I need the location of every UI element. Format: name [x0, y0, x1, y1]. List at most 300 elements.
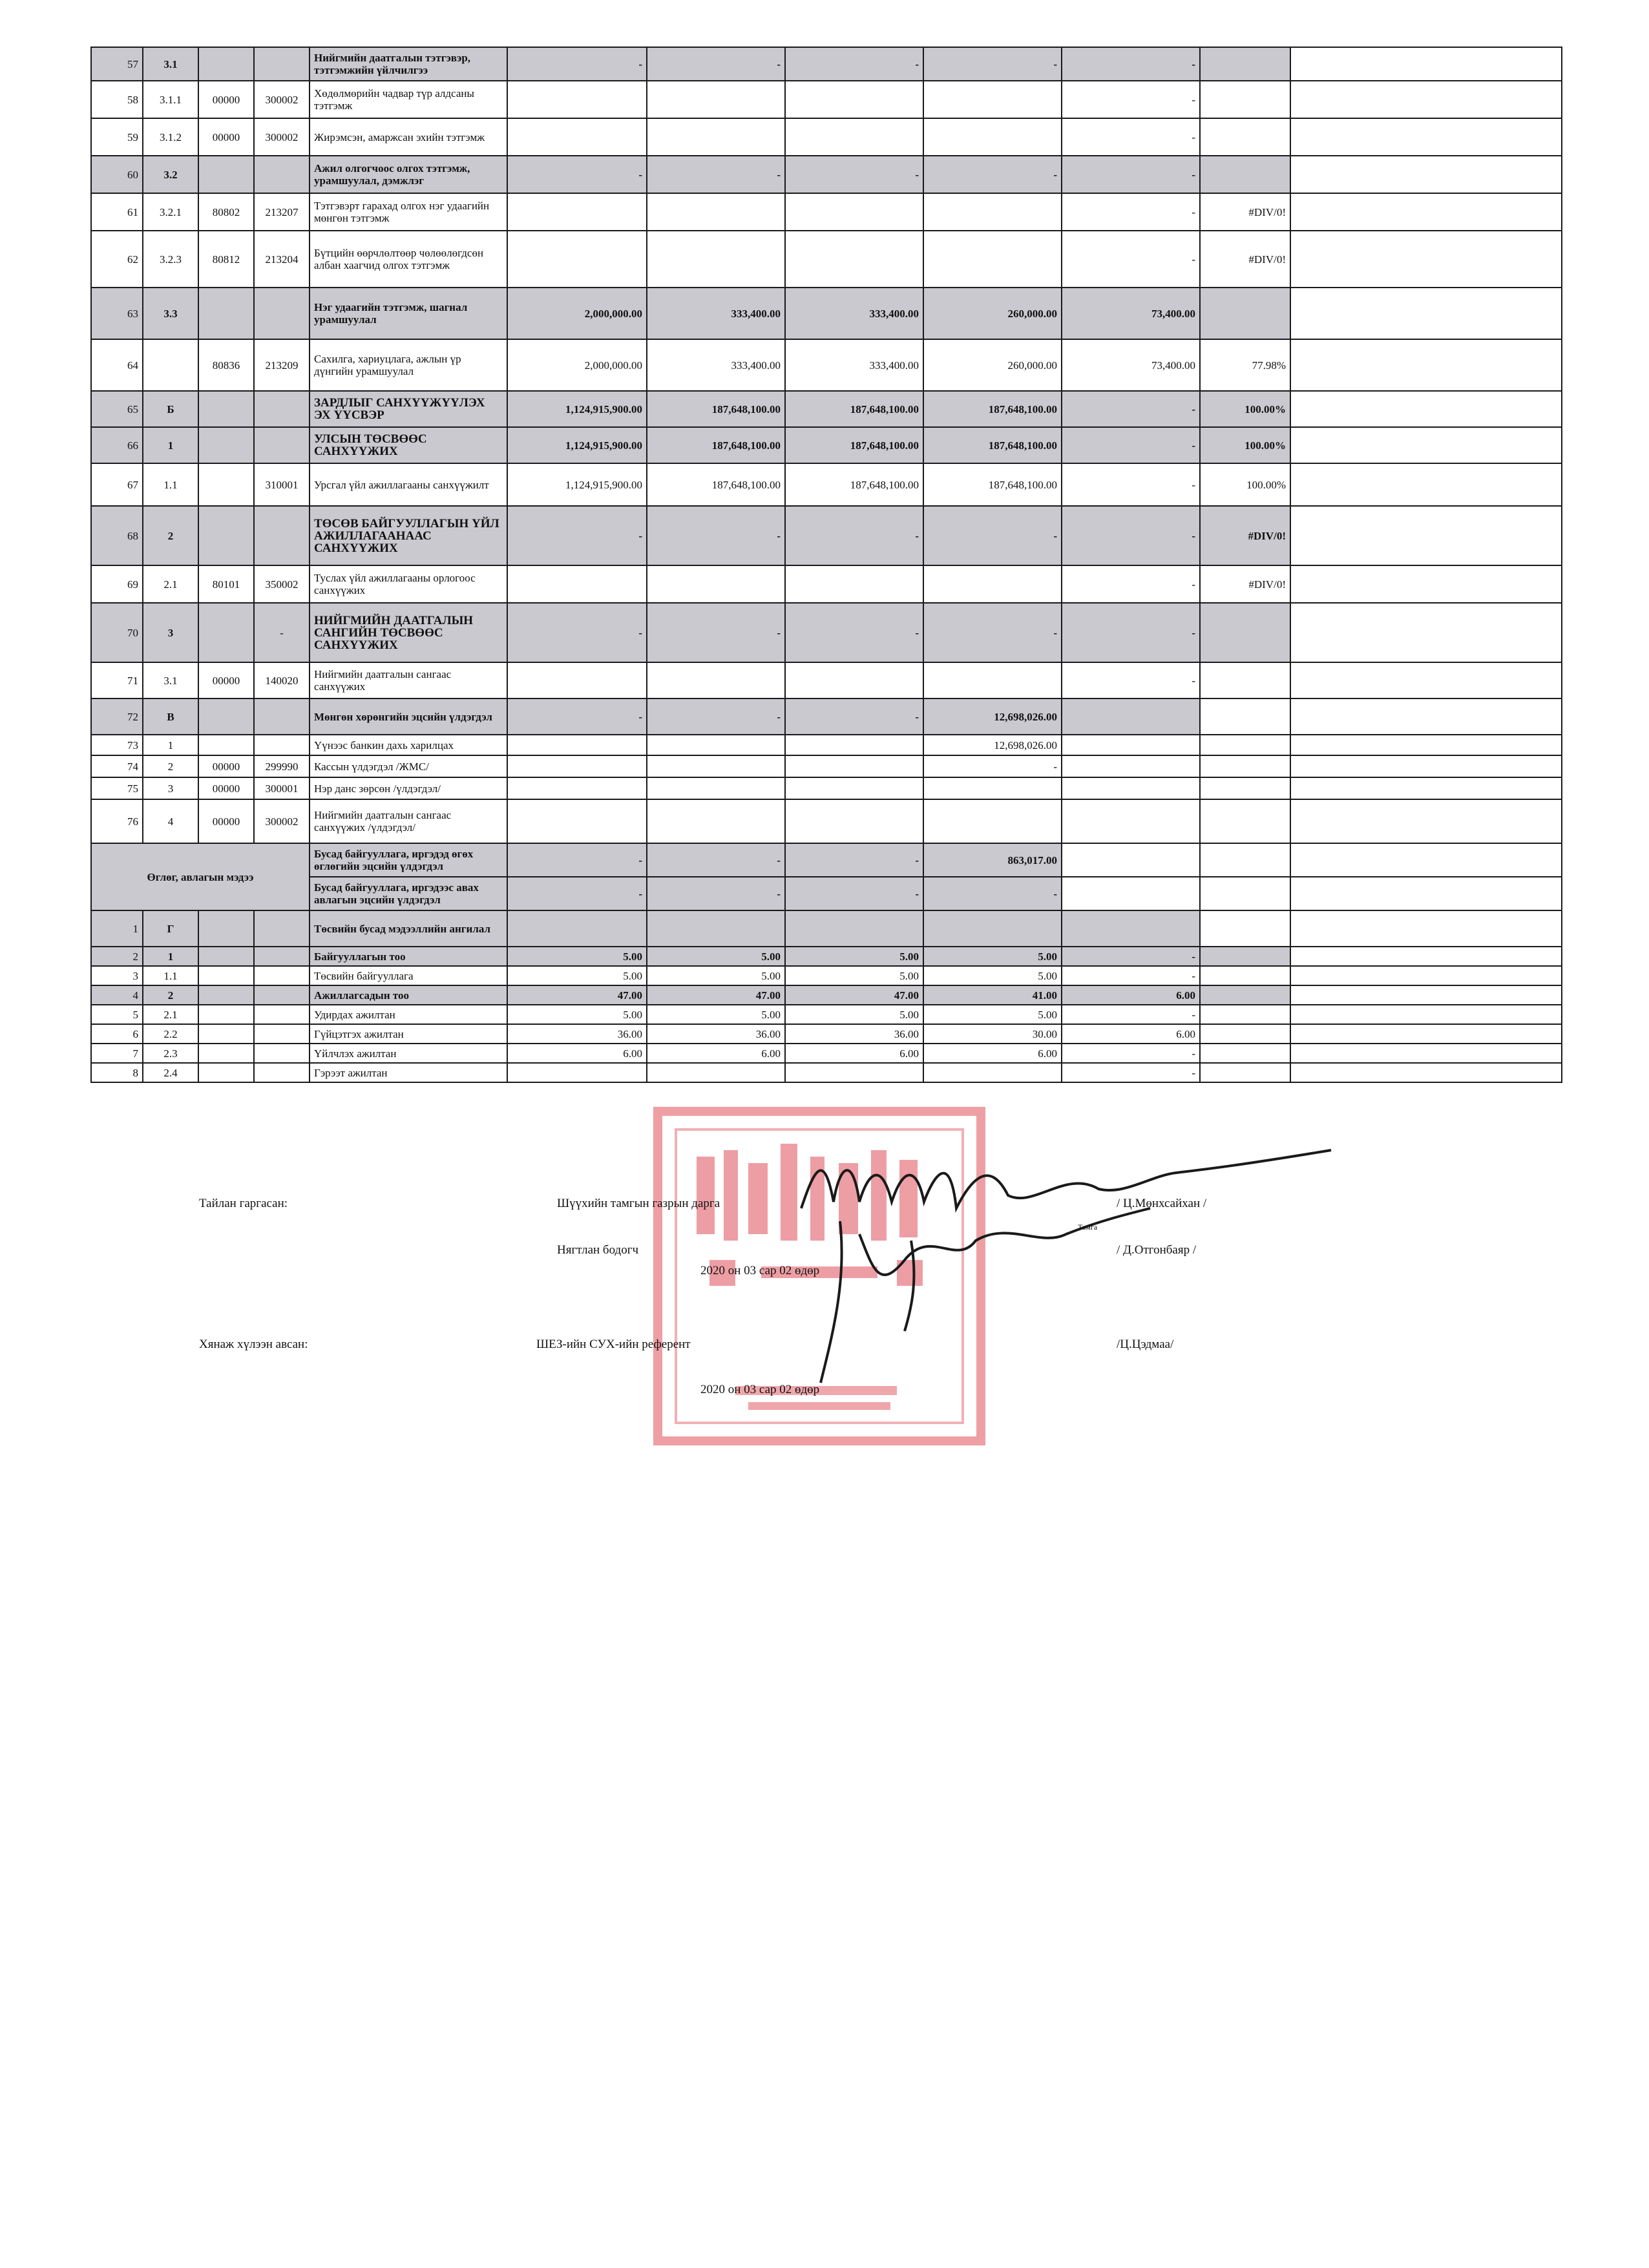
row-number: 63	[91, 288, 143, 339]
value-cell	[647, 662, 785, 698]
row-code: 2	[143, 985, 198, 1005]
value-cell: -	[1062, 1044, 1200, 1063]
percent-cell	[1200, 662, 1290, 698]
value-cell	[923, 565, 1062, 603]
economic-code: 00000	[198, 81, 254, 118]
economic-subcode: -	[254, 603, 310, 662]
percent-cell: 100.00%	[1200, 391, 1290, 427]
value-cell	[785, 662, 923, 698]
value-cell	[785, 910, 923, 947]
value-cell	[785, 799, 923, 843]
economic-code: 00000	[198, 662, 254, 698]
table-row	[91, 662, 1562, 698]
value-cell	[507, 118, 647, 156]
percent-cell	[1200, 777, 1290, 799]
row-number: 6	[91, 1024, 143, 1044]
row-number: 68	[91, 506, 143, 565]
economic-code	[198, 427, 254, 463]
table-row	[91, 193, 1562, 231]
economic-code	[198, 47, 254, 81]
table-row	[91, 118, 1562, 156]
row-number: 75	[91, 777, 143, 799]
debt-row	[91, 877, 1562, 910]
empty-cell	[1290, 735, 1562, 755]
value-cell: 5.00	[507, 947, 647, 966]
empty-cell	[1290, 391, 1562, 427]
row-name: Гүйцэтгэх ажилтан	[310, 1024, 507, 1044]
value-cell: -	[1062, 81, 1200, 118]
value-cell: -	[507, 603, 647, 662]
empty-cell	[1290, 910, 1562, 947]
value-cell: -	[507, 698, 647, 735]
economic-code: 80812	[198, 231, 254, 288]
economic-code: 00000	[198, 118, 254, 156]
debt-label: Өглөг, авлагын мэдээ	[91, 843, 310, 910]
empty-cell	[1290, 947, 1562, 966]
value-cell: 333,400.00	[785, 339, 923, 391]
economic-subcode	[254, 391, 310, 427]
percent-cell	[1200, 799, 1290, 843]
value-cell: 47.00	[785, 985, 923, 1005]
value-cell	[923, 777, 1062, 799]
table-row	[91, 603, 1562, 662]
value-cell: -	[923, 506, 1062, 565]
value-cell: -	[785, 698, 923, 735]
percent-cell	[1200, 288, 1290, 339]
value-cell	[647, 1063, 785, 1082]
table-row	[91, 966, 1562, 985]
economic-code	[198, 985, 254, 1005]
row-name: Байгууллагын тоо	[310, 947, 507, 966]
row-name: Туслах үйл ажиллагааны орлогоос санхүүжих	[310, 565, 507, 603]
table-row	[91, 506, 1562, 565]
value-cell: 73,400.00	[1062, 339, 1200, 391]
row-name: УЛСЫН ТӨСВӨӨС САНХҮҮЖИХ	[310, 427, 507, 463]
value-cell: 5.00	[785, 966, 923, 985]
value-cell	[647, 565, 785, 603]
economic-subcode: 310001	[254, 463, 310, 506]
value-cell	[1062, 755, 1200, 777]
empty-cell	[1290, 777, 1562, 799]
economic-subcode	[254, 985, 310, 1005]
table-row	[91, 565, 1562, 603]
value-cell: 6.00	[785, 1044, 923, 1063]
row-number: 60	[91, 156, 143, 193]
value-cell	[785, 231, 923, 288]
percent-cell	[1200, 947, 1290, 966]
value-cell: 30.00	[923, 1024, 1062, 1044]
row-code: 3.2	[143, 156, 198, 193]
value-cell	[507, 735, 647, 755]
referent-name: /Ц.Цэдмаа/	[1117, 1338, 1174, 1351]
value-cell: -	[1062, 603, 1200, 662]
referent-title: ШЕЗ-ийн СУХ-ийн референт	[536, 1338, 691, 1351]
value-cell: 187,648,100.00	[923, 391, 1062, 427]
empty-cell	[1290, 118, 1562, 156]
row-number: 69	[91, 565, 143, 603]
table-row	[91, 1024, 1562, 1044]
empty-cell	[1290, 231, 1562, 288]
row-number: 76	[91, 799, 143, 843]
value-cell	[647, 755, 785, 777]
empty-cell	[1290, 339, 1562, 391]
row-code: 2.3	[143, 1044, 198, 1063]
percent-cell	[1200, 156, 1290, 193]
value-cell: 12,698,026.00	[923, 735, 1062, 755]
row-name: Урсгал үйл ажиллагааны санхүүжилт	[310, 463, 507, 506]
value-cell: -	[1062, 966, 1200, 985]
empty-cell	[1290, 662, 1562, 698]
row-number: 62	[91, 231, 143, 288]
value-cell	[1062, 735, 1200, 755]
economic-subcode: 350002	[254, 565, 310, 603]
economic-code: 00000	[198, 755, 254, 777]
date-reviewed: 2020 он 03 сар 02 өдөр	[700, 1383, 820, 1396]
value-cell: 5.00	[647, 966, 785, 985]
row-code: 3.1.1	[143, 81, 198, 118]
table-row	[91, 985, 1562, 1005]
value-cell	[507, 777, 647, 799]
value-cell	[923, 910, 1062, 947]
row-number: 74	[91, 755, 143, 777]
empty-cell	[1290, 288, 1562, 339]
empty-cell	[1290, 985, 1562, 1005]
value-cell: -	[1062, 47, 1200, 81]
row-number: 5	[91, 1005, 143, 1024]
value-cell: 187,648,100.00	[785, 391, 923, 427]
value-cell	[785, 193, 923, 231]
value-cell: 1,124,915,900.00	[507, 391, 647, 427]
value-cell: -	[1062, 1063, 1200, 1082]
table-row	[91, 947, 1562, 966]
row-name: Нийгмийн даатгалын тэтгэвэр, тэтгэмжийн үйлчилгээ	[310, 47, 507, 81]
value-cell: 5.00	[923, 1005, 1062, 1024]
row-code: 1.1	[143, 463, 198, 506]
row-number: 70	[91, 603, 143, 662]
row-code: 3.2.1	[143, 193, 198, 231]
value-cell: -	[785, 156, 923, 193]
value-cell: -	[1062, 156, 1200, 193]
table-row	[91, 799, 1562, 843]
value-cell: -	[1062, 947, 1200, 966]
value-cell	[1062, 799, 1200, 843]
value-cell: 47.00	[647, 985, 785, 1005]
row-number: 64	[91, 339, 143, 391]
economic-subcode	[254, 1005, 310, 1024]
value-cell	[785, 118, 923, 156]
economic-code: 00000	[198, 777, 254, 799]
economic-code	[198, 463, 254, 506]
value-cell: -	[1062, 565, 1200, 603]
empty-cell	[1200, 877, 1290, 910]
value-cell: 6.00	[1062, 985, 1200, 1005]
empty-cell	[1290, 47, 1562, 81]
prepared-by-label: Тайлан гаргасан:	[199, 1197, 288, 1210]
debt-value: 863,017.00	[923, 843, 1062, 877]
row-name: Нэр данс зөрсөн /үлдэгдэл/	[310, 777, 507, 799]
row-number: 71	[91, 662, 143, 698]
value-cell: 47.00	[507, 985, 647, 1005]
percent-cell	[1200, 698, 1290, 735]
row-name: Ажил олгогчоос олгох тэтгэмж, урамшуулал, дэмжлэг	[310, 156, 507, 193]
empty-cell	[1290, 156, 1562, 193]
percent-cell: #DIV/0!	[1200, 565, 1290, 603]
row-name: Нийгмийн даатгалын сангаас санхүүжих /үлдэгдэл/	[310, 799, 507, 843]
row-code	[143, 339, 198, 391]
economic-code	[198, 506, 254, 565]
percent-cell	[1200, 966, 1290, 985]
value-cell	[785, 565, 923, 603]
value-cell: -	[507, 506, 647, 565]
economic-code	[198, 391, 254, 427]
empty-cell	[1062, 843, 1200, 877]
table-row	[91, 427, 1562, 463]
head-title: Шүүхийн тамгын газрын дарга	[557, 1197, 720, 1210]
percent-cell: 100.00%	[1200, 463, 1290, 506]
economic-subcode	[254, 1024, 310, 1044]
economic-subcode	[254, 735, 310, 755]
table-row	[91, 156, 1562, 193]
value-cell	[1062, 777, 1200, 799]
row-code: 1	[143, 947, 198, 966]
value-cell	[1062, 910, 1200, 947]
row-number: 66	[91, 427, 143, 463]
percent-cell	[1200, 1005, 1290, 1024]
economic-code	[198, 1063, 254, 1082]
empty-cell	[1290, 755, 1562, 777]
value-cell: 1,124,915,900.00	[507, 463, 647, 506]
empty-cell	[1200, 843, 1290, 877]
row-code: 3.2.3	[143, 231, 198, 288]
economic-code	[198, 603, 254, 662]
value-cell: 73,400.00	[1062, 288, 1200, 339]
table-row	[91, 1044, 1562, 1063]
value-cell: 187,648,100.00	[785, 463, 923, 506]
value-cell: -	[923, 755, 1062, 777]
value-cell: -	[647, 506, 785, 565]
value-cell: 5.00	[785, 947, 923, 966]
economic-code	[198, 288, 254, 339]
row-name: Мөнгөн хөрөнгийн эцсийн үлдэгдэл	[310, 698, 507, 735]
value-cell: -	[1062, 662, 1200, 698]
table-row	[91, 391, 1562, 427]
table-row	[91, 231, 1562, 288]
economic-code	[198, 1024, 254, 1044]
economic-code	[198, 156, 254, 193]
value-cell: -	[923, 47, 1062, 81]
value-cell	[923, 1063, 1062, 1082]
value-cell	[507, 910, 647, 947]
economic-subcode	[254, 910, 310, 947]
debt-name: Бусад байгууллага, иргэдээс авах авлагын эцсийн үлдэгдэл	[310, 877, 507, 910]
accountant-title: Нягтлан бодогч	[557, 1243, 639, 1257]
economic-subcode: 300002	[254, 799, 310, 843]
row-code: 3.1	[143, 47, 198, 81]
row-name: Төсвийн бусад мэдээллийн ангилал	[310, 910, 507, 947]
value-cell: 5.00	[507, 966, 647, 985]
percent-cell	[1200, 985, 1290, 1005]
value-cell: -	[1062, 1005, 1200, 1024]
row-number: 72	[91, 698, 143, 735]
value-cell: 187,648,100.00	[647, 463, 785, 506]
value-cell	[923, 193, 1062, 231]
value-cell	[923, 231, 1062, 288]
row-name: ЗАРДЛЫГ САНХҮҮЖҮҮЛЭХ ЭХ ҮҮСВЭР	[310, 391, 507, 427]
economic-subcode	[254, 947, 310, 966]
empty-cell	[1290, 1005, 1562, 1024]
economic-subcode: 300001	[254, 777, 310, 799]
value-cell: -	[1062, 391, 1200, 427]
empty-cell	[1290, 877, 1562, 910]
row-code: 3.1.2	[143, 118, 198, 156]
economic-code	[198, 698, 254, 735]
empty-cell	[1290, 966, 1562, 985]
row-name: Үйлчлэх ажилтан	[310, 1044, 507, 1063]
value-cell: 6.00	[647, 1044, 785, 1063]
value-cell: 36.00	[785, 1024, 923, 1044]
table-row	[91, 1005, 1562, 1024]
economic-subcode: 213209	[254, 339, 310, 391]
row-number: 57	[91, 47, 143, 81]
table-row	[91, 47, 1562, 81]
value-cell	[507, 231, 647, 288]
value-cell: -	[1062, 427, 1200, 463]
row-name: Ажиллагсадын тоо	[310, 985, 507, 1005]
percent-cell	[1200, 47, 1290, 81]
economic-subcode: 300002	[254, 81, 310, 118]
value-cell: 187,648,100.00	[785, 427, 923, 463]
economic-subcode: 140020	[254, 662, 310, 698]
empty-cell	[1290, 799, 1562, 843]
value-cell	[1062, 698, 1200, 735]
economic-subcode	[254, 47, 310, 81]
empty-cell	[1290, 603, 1562, 662]
row-number: 73	[91, 735, 143, 755]
row-code: 1	[143, 427, 198, 463]
row-number: 65	[91, 391, 143, 427]
row-code: 2.4	[143, 1063, 198, 1082]
table-row	[91, 910, 1562, 947]
debt-value: -	[647, 843, 785, 877]
economic-subcode: 213204	[254, 231, 310, 288]
value-cell	[923, 662, 1062, 698]
value-cell: 1,124,915,900.00	[507, 427, 647, 463]
row-code: 4	[143, 799, 198, 843]
value-cell	[647, 799, 785, 843]
value-cell	[785, 777, 923, 799]
row-code: 3.1	[143, 662, 198, 698]
value-cell	[647, 910, 785, 947]
percent-cell: #DIV/0!	[1200, 506, 1290, 565]
value-cell	[507, 662, 647, 698]
row-name: Хөдөлмөрийн чадвар түр алдсаны тэтгэмж	[310, 81, 507, 118]
table-row	[91, 735, 1562, 755]
value-cell	[507, 799, 647, 843]
row-code: 1	[143, 735, 198, 755]
value-cell: -	[647, 156, 785, 193]
empty-cell	[1290, 698, 1562, 735]
economic-subcode: 213207	[254, 193, 310, 231]
row-name: Жирэмсэн, амаржсан эхийн тэтгэмж	[310, 118, 507, 156]
debt-value: -	[507, 843, 647, 877]
value-cell: -	[1062, 506, 1200, 565]
value-cell	[785, 81, 923, 118]
value-cell	[647, 118, 785, 156]
empty-cell	[1290, 1063, 1562, 1082]
table-row	[91, 755, 1562, 777]
date-prepared: 2020 он 03 сар 02 өдөр	[700, 1264, 820, 1277]
value-cell: 5.00	[647, 1005, 785, 1024]
value-cell: 187,648,100.00	[923, 427, 1062, 463]
table-row	[91, 777, 1562, 799]
row-name: Тэтгэвэрт гарахад олгох нэг удаагийн мөнгөн тэтгэмж	[310, 193, 507, 231]
value-cell	[923, 81, 1062, 118]
empty-cell	[1290, 506, 1562, 565]
value-cell: -	[1062, 463, 1200, 506]
economic-subcode	[254, 288, 310, 339]
row-code: 2.1	[143, 1005, 198, 1024]
value-cell: 36.00	[647, 1024, 785, 1044]
empty-cell	[1062, 877, 1200, 910]
value-cell: 2,000,000.00	[507, 288, 647, 339]
row-code: 2	[143, 755, 198, 777]
percent-cell: 77.98%	[1200, 339, 1290, 391]
row-number: 8	[91, 1063, 143, 1082]
empty-cell	[1290, 427, 1562, 463]
row-code: 1.1	[143, 966, 198, 985]
economic-subcode: 299990	[254, 755, 310, 777]
economic-subcode	[254, 966, 310, 985]
value-cell	[647, 81, 785, 118]
economic-code: 80802	[198, 193, 254, 231]
stat-rows	[91, 910, 1562, 1082]
budget-report-table	[90, 47, 1562, 1083]
row-name: Кассын үлдэгдэл /ЖМС/	[310, 755, 507, 777]
value-cell	[507, 565, 647, 603]
row-code: 3	[143, 777, 198, 799]
row-name: ТӨСӨВ БАЙГУУЛЛАГЫН ҮЙЛ АЖИЛЛАГААНААС САНХҮҮЖИХ	[310, 506, 507, 565]
value-cell: -	[507, 47, 647, 81]
row-code: 2	[143, 506, 198, 565]
economic-code	[198, 966, 254, 985]
percent-cell	[1200, 735, 1290, 755]
row-code: 2.1	[143, 565, 198, 603]
value-cell	[647, 193, 785, 231]
value-cell	[647, 735, 785, 755]
value-cell: -	[507, 156, 647, 193]
value-cell	[785, 1063, 923, 1082]
row-code: 3.3	[143, 288, 198, 339]
row-number: 2	[91, 947, 143, 966]
row-name: Нийгмийн даатгалын сангаас санхүүжих	[310, 662, 507, 698]
table-row	[91, 339, 1562, 391]
row-number: 7	[91, 1044, 143, 1063]
value-cell: 260,000.00	[923, 339, 1062, 391]
value-cell	[507, 193, 647, 231]
row-number: 58	[91, 81, 143, 118]
percent-cell	[1200, 118, 1290, 156]
value-cell: 5.00	[507, 1005, 647, 1024]
empty-cell	[1290, 565, 1562, 603]
empty-cell	[1290, 463, 1562, 506]
economic-subcode	[254, 1044, 310, 1063]
debt-value: -	[785, 843, 923, 877]
row-number: 61	[91, 193, 143, 231]
value-cell: -	[923, 156, 1062, 193]
value-cell: -	[1062, 118, 1200, 156]
value-cell	[785, 755, 923, 777]
percent-cell	[1200, 1044, 1290, 1063]
